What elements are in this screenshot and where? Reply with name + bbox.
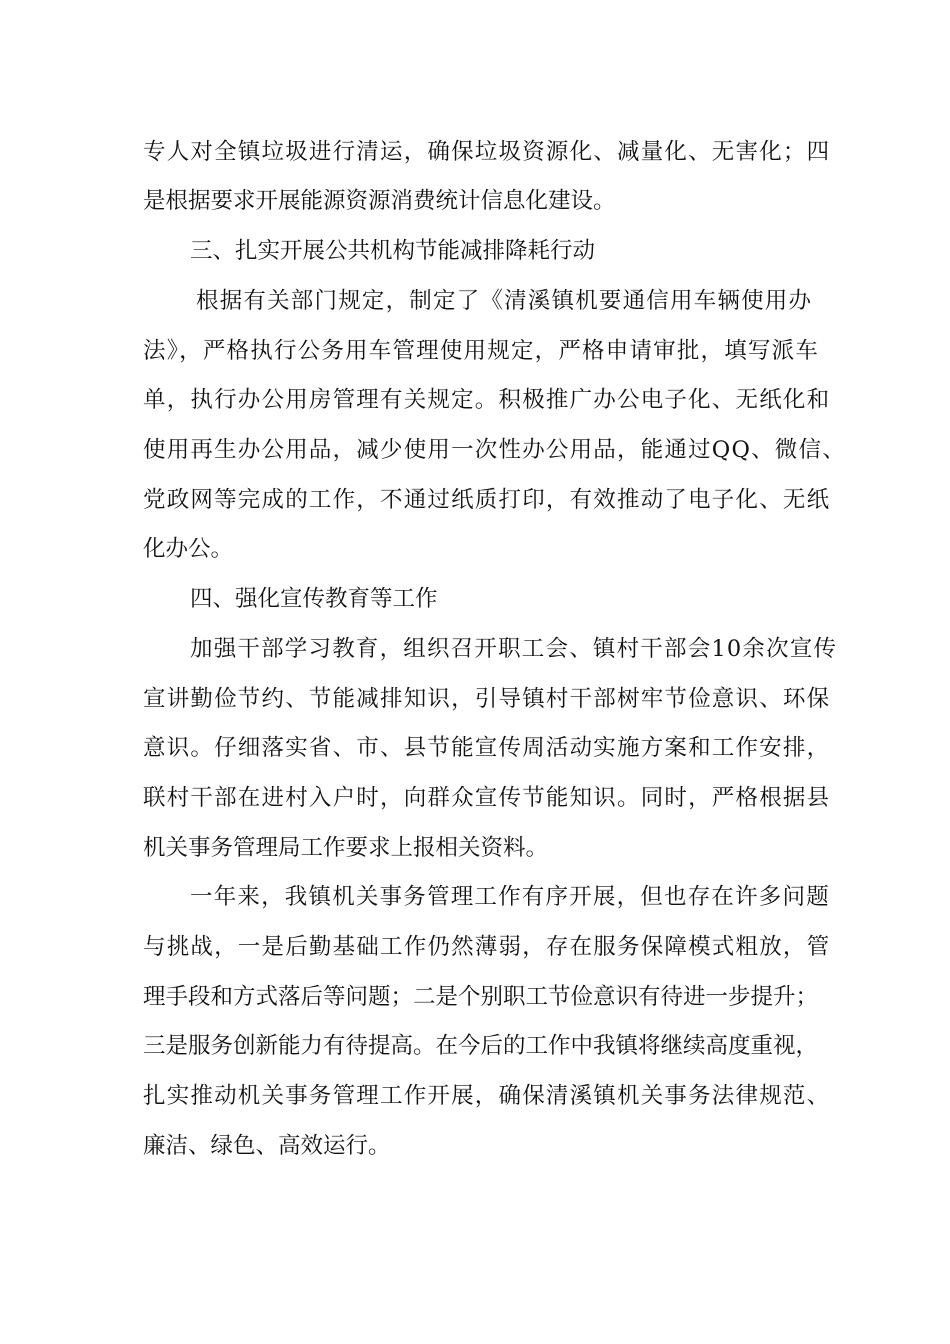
text-line: 联村干部在进村入户时，向群众宣传节能知识。同时，严格根据县 <box>143 785 831 811</box>
text-line: 意识。仔细落实省、市、县节能宣传周活动实施方案和工作安排， <box>143 735 831 761</box>
text-line: 理手段和方式落后等问题；二是个别职工节俭意识有待进一步提升； <box>143 984 819 1010</box>
text-line: 机关事务管理局工作要求上报相关资料。 <box>143 835 549 861</box>
text-line: 廉洁、绿色、高效运行。 <box>143 1133 391 1159</box>
text-line: 一年来，我镇机关事务管理工作有序开展，但也存在许多问题 <box>190 884 830 910</box>
text-line: 宣讲勤俭节约、节能减排知识，引导镇村干部树牢节俭意识、环保 <box>143 686 831 712</box>
text-line: 三是服务创新能力有待提高。在今后的工作中我镇将继续高度重视， <box>143 1033 819 1059</box>
text-line: 法》，严格执行公务用车管理使用规定，严格申请审批，填写派车 <box>143 338 820 364</box>
section-heading: 三、扎实开展公共机构节能减排降耗行动 <box>190 238 596 264</box>
text-line: 与挑战，一是后勤基础工作仍然薄弱，存在服务保障模式粗放，管 <box>143 934 831 960</box>
text-line: 党政网等完成的工作，不通过纸质打印，有效推动了电子化、无纸 <box>143 487 831 513</box>
text-line: 专人对全镇垃圾进行清运，确保垃圾资源化、减量化、无害化；四 <box>143 139 831 165</box>
text-line: 加强干部学习教育，组织召开职工会、镇村干部会10余次宣传 <box>190 636 838 662</box>
text-line: 单，执行办公用房管理有关规定。积极推广办公电子化、无纸化和 <box>143 387 831 413</box>
text-line: 扎实推动机关事务管理工作开展，确保清溪镇机关事务法律规范、 <box>143 1083 831 1109</box>
text-line: 是根据要求开展能源资源消费统计信息化建设。 <box>143 188 616 214</box>
section-heading: 四、强化宣传教育等工作 <box>190 586 438 612</box>
text-line: 使用再生办公用品，减少使用一次性办公用品，能通过QQ、微信、 <box>143 437 846 463</box>
text-line: 化办公。 <box>143 536 234 562</box>
text-line: 根据有关部门规定，制定了《清溪镇机要通信用车辆使用办 <box>196 288 813 314</box>
